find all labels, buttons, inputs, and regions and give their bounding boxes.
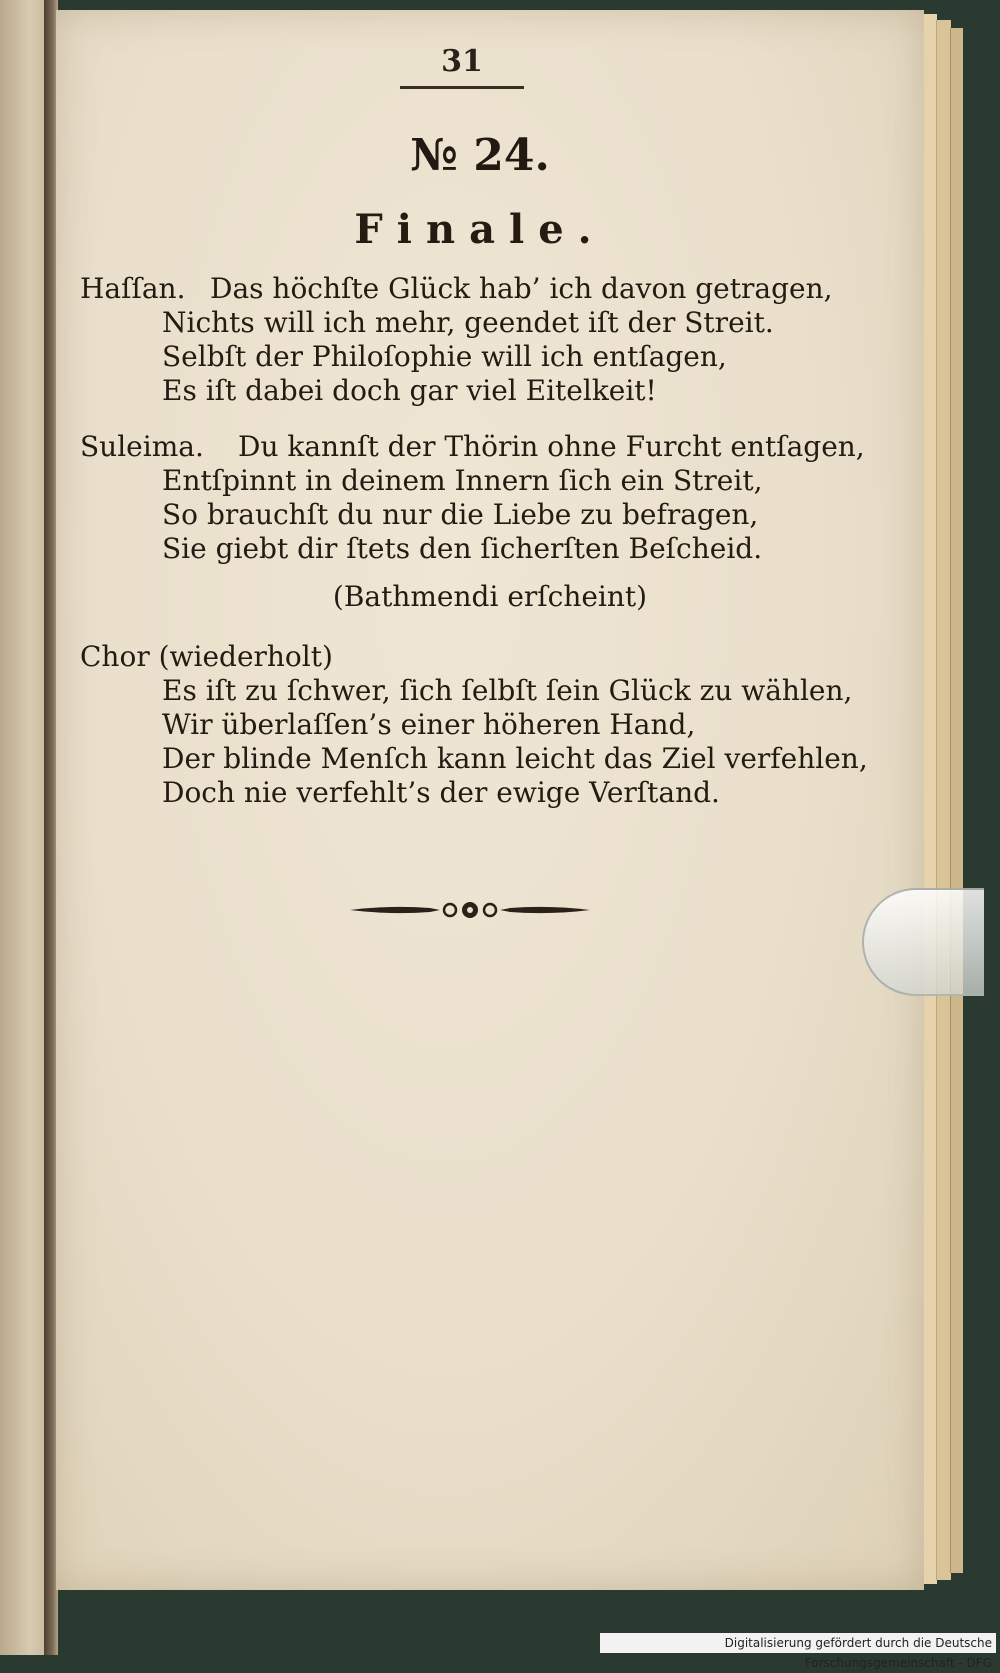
- digitization-footer: Digitalisierung gefördert durch die Deutsche Forschungsgemeinschaft - DFG: [600, 1633, 996, 1653]
- number-heading: № 24.: [410, 130, 550, 181]
- page-edge: [936, 20, 951, 1580]
- page-number: 31: [441, 44, 483, 79]
- verse-line: Der blinde Menſch kann leicht das Ziel verfehlen,: [162, 742, 868, 775]
- left-page-edge: [0, 0, 50, 1655]
- ornament-divider: [350, 895, 590, 925]
- verse-line: Selbſt der Philoſophie will ich entſagen,: [162, 340, 727, 373]
- speaker-hassan: Haſſan.: [80, 272, 186, 305]
- speaker-suleima: Suleima.: [80, 430, 204, 463]
- verse-line: Entſpinnt in deinem Innern ſich ein Streit,: [162, 464, 763, 497]
- stage-direction: (Bathmendi erſcheint): [332, 580, 648, 613]
- page-edge: [950, 28, 963, 1573]
- section-title: Finale.: [354, 206, 606, 253]
- verse-line: Nichts will ich mehr, geendet iſt der Streit.: [162, 306, 774, 339]
- verse-line: Doch nie verfehlt’s der ewige Verſtand.: [162, 776, 720, 809]
- header-rule: [400, 86, 524, 89]
- verse-line: Du kannſt der Thörin ohne Furcht entſagen,: [238, 430, 865, 463]
- verse-line: Es iſt dabei doch gar viel Eitelkeit!: [162, 374, 657, 407]
- speaker-chor: Chor (wiederholt): [80, 640, 333, 673]
- verse-line: Es iſt zu ſchwer, ſich ſelbſt ſein Glück zu wählen,: [162, 674, 853, 707]
- page-clip: [862, 888, 984, 996]
- verse-line: Wir überlaſſen’s einer höheren Hand,: [162, 708, 696, 741]
- verse-line: Das höchſte Glück hab’ ich davon getragen,: [210, 272, 833, 305]
- verse-line: Sie giebt dir ſtets den ſicherſten Beſcheid.: [162, 532, 763, 565]
- verse-line: So brauchſt du nur die Liebe zu befragen,: [162, 498, 759, 531]
